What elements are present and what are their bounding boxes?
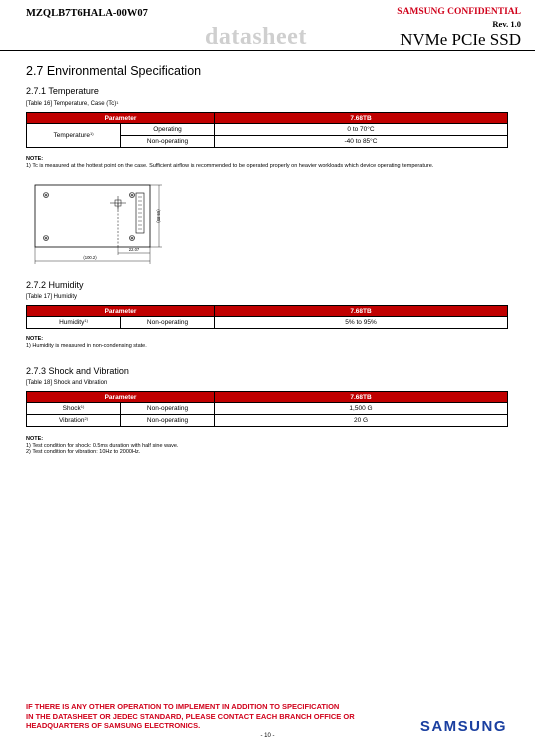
- warning-line: HEADQUARTERS OF SAMSUNG ELECTRONICS.: [26, 721, 201, 730]
- condition-cell: Non-operating: [121, 317, 215, 329]
- revision-label: Rev. 1.0: [492, 19, 521, 29]
- header-parameter: Parameter: [27, 306, 215, 317]
- row-label-sup: 1): [84, 318, 88, 323]
- row-label: Temperature: [53, 132, 90, 139]
- table-header-row: [27, 113, 508, 124]
- shock-vibration-table: [26, 391, 508, 427]
- condition-cell: Operating: [121, 124, 215, 136]
- product-title: NVMe PCIe SSD: [400, 30, 521, 49]
- shock-label-cell: [27, 403, 121, 415]
- watermark: datasheet: [205, 24, 307, 50]
- case-measurement-diagram: [30, 180, 170, 270]
- warning-line: IN THE DATASHEET OR JEDEC STANDARD, PLEASE CONTACT EACH BRANCH OFFICE OR: [26, 711, 355, 721]
- note-label: NOTE:: [26, 436, 44, 442]
- page-number: - 10 -: [260, 733, 275, 739]
- header-divider: [0, 50, 535, 51]
- row-label-sup: 1): [80, 404, 85, 409]
- table-row: [27, 317, 508, 329]
- samsung-logo: SAMSUNG: [419, 718, 507, 735]
- table-row: [27, 415, 508, 427]
- temperature-table: [26, 112, 508, 148]
- shock-heading: 2.7.3 Shock and Vibration: [26, 366, 129, 376]
- humidity-table-caption: [Table 17] Humidity: [26, 294, 78, 300]
- confidential-label: SAMSUNG CONFIDENTIAL: [397, 7, 521, 17]
- dim-height-label: (69.85): [156, 209, 161, 223]
- row-label: Shock: [62, 405, 81, 412]
- temperature-label-cell: [27, 124, 121, 148]
- note-label: NOTE:: [26, 336, 44, 342]
- value-cell: 1,500 G: [215, 403, 508, 415]
- temperature-notes: [26, 156, 433, 169]
- header-capacity: 7.68TB: [215, 392, 508, 403]
- value-cell: 0 to 70°C: [215, 124, 508, 136]
- dim-width-label: (100.2): [83, 255, 97, 260]
- header-capacity: 7.68TB: [215, 113, 508, 124]
- table-header-row: [27, 392, 508, 403]
- table-row: [27, 403, 508, 415]
- value-cell: 20 G: [215, 415, 508, 427]
- value-cell: -40 to 85°C: [215, 136, 508, 148]
- note-item: 1) Test condition for shock: 0.5ms duration with half sine wave.: [26, 442, 179, 449]
- temperature-table-caption: [26, 101, 119, 107]
- value-cell: 5% to 95%: [215, 317, 508, 329]
- caption-text: [Table 16] Temperature, Case (Tc): [26, 101, 117, 107]
- vibration-label-cell: [27, 415, 121, 427]
- humidity-label-cell: [27, 317, 121, 329]
- header-parameter: Parameter: [27, 113, 215, 124]
- note-item: 1) Humidity is measured in non-condensing state.: [26, 342, 147, 349]
- temperature-heading: 2.7.1 Temperature: [26, 86, 99, 96]
- warning-line: IF THERE IS ANY OTHER OPERATION TO IMPLEMENT IN ADDITION TO SPECIFICATION: [26, 702, 340, 711]
- section-title: 2.7 Environmental Specification: [26, 64, 202, 78]
- condition-cell: Non-operating: [121, 403, 215, 415]
- shock-notes: [26, 436, 178, 456]
- note-label: NOTE:: [26, 156, 44, 162]
- condition-cell: Non-operating: [121, 415, 215, 427]
- humidity-notes: [26, 336, 147, 349]
- header-parameter: Parameter: [27, 392, 215, 403]
- table-header-row: [27, 306, 508, 317]
- row-label-sup: 2): [84, 416, 89, 421]
- note-item: 2) Test condition for vibration: 10Hz to 2000Hz.: [26, 449, 141, 455]
- table-row: [27, 124, 508, 136]
- document-model: MZQLB7T6HALA-00W07: [26, 8, 148, 19]
- humidity-heading: 2.7.2 Humidity: [26, 280, 84, 290]
- dim-offset-label: 22.07: [128, 247, 140, 252]
- row-label-sup: 1): [89, 131, 94, 136]
- row-label: Humidity: [59, 319, 85, 326]
- shock-table-caption: [Table 18] Shock and Vibration: [26, 380, 108, 386]
- row-label: Vibration: [58, 417, 85, 424]
- humidity-table: [26, 305, 508, 329]
- caption-sup: 1: [116, 100, 119, 105]
- condition-cell: Non-operating: [121, 136, 215, 148]
- header-capacity: 7.68TB: [215, 306, 508, 317]
- footer-warning: [26, 702, 355, 731]
- note-item: 1) Tc is measured at the hottest point on the case. Sufficient airflow is recommended to be operated properly on heavier workloads which device operating temperature.: [26, 162, 434, 169]
